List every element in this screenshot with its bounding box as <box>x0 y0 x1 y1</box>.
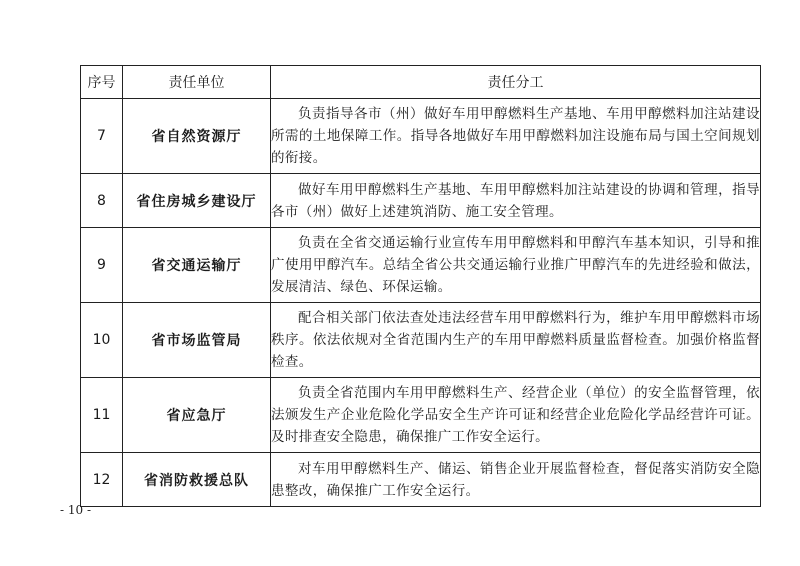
row-duty: 负责在全省交通运输行业宣传车用甲醇燃料和甲醇汽车基本知识，引导和推广使用甲醇汽车。总结全省公共交通运输行业推广甲醇汽车的先进经验和做法，发展清洁、绿色、环保运输。 <box>271 228 761 303</box>
row-number: 11 <box>81 378 123 453</box>
row-number: 8 <box>81 174 123 228</box>
header-duty: 责任分工 <box>271 66 761 99</box>
page-number: - 10 - <box>60 503 92 517</box>
row-number: 9 <box>81 228 123 303</box>
row-unit: 省住房城乡建设厅 <box>123 174 271 228</box>
table-row <box>81 99 761 174</box>
table-row <box>81 303 761 378</box>
header-number: 序号 <box>81 66 123 99</box>
table-header-row <box>81 66 761 99</box>
row-unit: 省应急厅 <box>123 378 271 453</box>
row-unit: 省消防救援总队 <box>123 453 271 507</box>
row-duty: 做好车用甲醇燃料生产基地、车用甲醇燃料加注站建设的协调和管理，指导各市（州）做好上述建筑消防、施工安全管理。 <box>271 174 761 228</box>
table-row <box>81 174 761 228</box>
row-unit: 省自然资源厅 <box>123 99 271 174</box>
row-number: 7 <box>81 99 123 174</box>
row-duty: 负责指导各市（州）做好车用甲醇燃料生产基地、车用甲醇燃料加注站建设所需的土地保障工作。指导各地做好车用甲醇燃料加注设施布局与国土空间规划的衔接。 <box>271 99 761 174</box>
table-row <box>81 378 761 453</box>
row-duty: 配合相关部门依法查处违法经营车用甲醇燃料行为，维护车用甲醇燃料市场秩序。依法依规对全省范围内生产的车用甲醇燃料质量监督检查。加强价格监督检查。 <box>271 303 761 378</box>
row-duty: 负责全省范围内车用甲醇燃料生产、经营企业（单位）的安全监督管理，依法颁发生产企业危险化学品安全生产许可证和经营企业危险化学品经营许可证。及时排查安全隐患，确保推广工作安全运行。 <box>271 378 761 453</box>
row-number: 12 <box>81 453 123 507</box>
row-number: 10 <box>81 303 123 378</box>
row-unit: 省交通运输厅 <box>123 228 271 303</box>
table-row <box>81 228 761 303</box>
row-unit: 省市场监管局 <box>123 303 271 378</box>
header-unit: 责任单位 <box>123 66 271 99</box>
table-row <box>81 453 761 507</box>
row-duty: 对车用甲醇燃料生产、储运、销售企业开展监督检查，督促落实消防安全隐患整改，确保推广工作安全运行。 <box>271 453 761 507</box>
responsibility-table <box>80 65 761 507</box>
